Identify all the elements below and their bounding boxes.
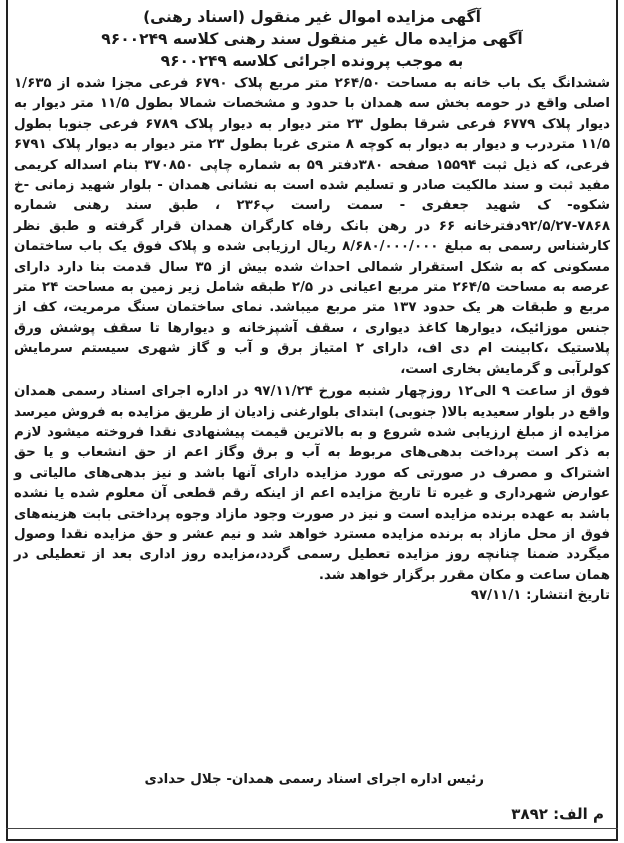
auction-terms: فوق از ساعت ۹ الی۱۲ روزچهار شنبه مورخ ۹۷/۱۱/۲۴ در اداره اجرای اسناد رسمی همدان واقع در بلوار سعیدیه بالا( جنوبی) ابتدای بلوارغنی زادیان از طریق مزایده به فروش میرسد مزایده از مبلغ ارزیابی شده شروع و به بالاترین قیمت پیشنهادی نقدا فروخته میشود لازم به ذکر است پرداخت بدهی‌های مربوط به آب و برق وگاز اعم از حق انشعاب و یا حق اشتراک و مصرف در صورتی که مورد مزایده دارای آنها باشد و نیز بدهی‌های مالیاتی و عوارض شهرداری و غیره تا تاریخ مزایده اعم از اینکه رقم قطعی آن معلوم شده یا نشده باشد به عهده برنده مزایده است و نیز در صورت وجود مازاد وجوه پرداختی بابت هزینه‌های فوق از محل مازاد به برنده مزایده مسترد خواهد شد و نیم عشر و حق مزایده نقدا وصول میگردد ضمنا چنانچه روز مزایده تعطیل رسمی گردد،مزایده روز اداری بعد از تعطیلی در همان ساعت و مکان مقرر برگزار خواهد شد. [14,384,610,583]
property-description: ششدانگ یک باب خانه به مساحت ۲۶۴/۵۰ متر مربع پلاک ۶۷۹۰ فرعی مجزا شده از ۱/۶۳۵ اصلی واقع در حومه بخش سه همدان با حدود و مشخصات شمالا بطول ۱۱/۵ متر دیوار به دیوار پلاک ۶۷۷۹ فرعی شرقا بطول ۲۳ متر دیوار به دیوار پلاک ۶۷۸۹ فرعی جنوبا بطول ۱۱/۵ متردرب و دیوار به دیوار به کوچه ۸ متری غربا بطول ۲۳ متر دیوار به دیوار پلاک ۶۷۹۱ فرعی، که ذیل ثبت ۱۵۵۹۴ صفحه ۳۸۰دفتر ۵۹ به شماره چاپی ۳۷۰۸۵۰ بنام اسداله کریمی مفید ثبت و سند مالکیت صادر و تسلیم شده است به نشانی همدان - بلوار شهید زمانی -خ شکوه- ک شهید جعفری - سمت راست پ۲۳۶ ، طبق سند رهنی شماره ۷۸۶۸-۹۲/۵/۲۷دفترخانه ۶۶ در رهن بانک رفاه کارگران همدان قرار گرفته و طبق نظر کارشناس رسمی به مبلغ ۸/۶۸۰/۰۰۰/۰۰۰ ریال ارزیابی شده و پلاک فوق یک باب ساختمان مسکونی که به شکل استقرار شمالی احداث شده بیش از ۳۵ سال قدمت بنا دارد دارای عرصه به مساحت ۲۶۴/۵ متر مربع اعیانی در ۲/۵ طبقه شامل زیر زمین به مساحت ۲۴ متر مربع و طبقات هر یک حدود ۱۳۷ متر مربع میباشد. نمای ساختمان سنگ مرمریت، کف از جنس موزائیک، دیوارها کاغذ دیواری ، سقف آشپزخانه و دیوارها تا سقف پوشش ورق پلاستیک ،کابینت ام دی اف، دارای ۲ امتیاز برق و آب و گاز شهری سیستم سرمایش کولرآبی و گرمایش بخاری است، [14,76,611,377]
notice-content [14,6,610,607]
notice-title: آگهی مزایده اموال غیر منقول (اسناد رهنی) [143,8,481,26]
case-file-line: به موجب پرونده اجرائی کلاسه ۹۶۰۰۲۴۹ [160,52,464,70]
bottom-divider [6,828,618,829]
publish-date: تاریخ انتشار: ۹۷/۱۱/۱ [470,588,610,604]
signature-line: رئیس اداره اجرای اسناد رسمی همدان- جلال حدادی [144,772,484,787]
notice-subtitle: آگهی مزایده مال غیر منقول سند رهنی کلاسه ۹۶۰۰۲۴۹ [101,30,523,48]
reference-number: م الف: ۳۸۹۲ [511,805,604,823]
